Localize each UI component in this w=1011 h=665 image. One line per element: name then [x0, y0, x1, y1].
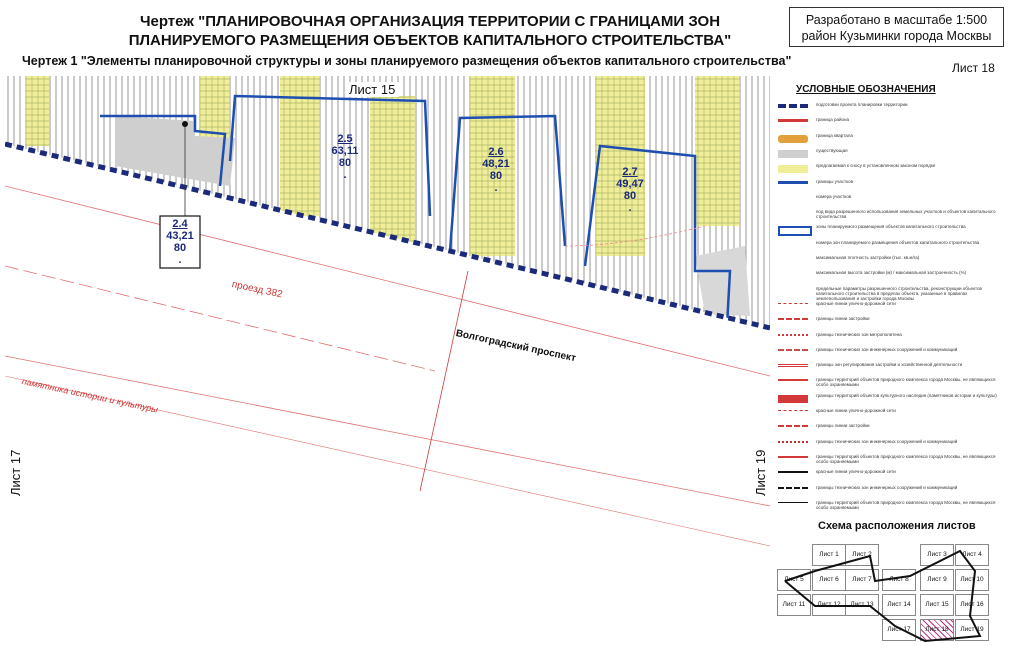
legend-symbol-icon — [778, 288, 808, 296]
title-line-1: Чертеж "ПЛАНИРОВОЧНАЯ ОРГАНИЗАЦИЯ ТЕРРИТОРИИ С ГРАНИЦАМИ ЗОН — [139, 13, 721, 30]
schema-sheet-cell[interactable]: Лист 3 — [920, 544, 954, 566]
schema-sheet-cell[interactable]: Лист 5 — [777, 569, 811, 591]
legend-symbol-icon — [778, 150, 808, 158]
legend-text: номера участков — [816, 193, 852, 199]
legend-symbol-icon — [778, 257, 808, 265]
legend-symbol-icon — [778, 441, 808, 451]
legend-text: красные линии улично-дорожной сети — [816, 408, 896, 413]
schema-sheet-cell[interactable]: Лист 8 — [882, 569, 916, 591]
legend-item — [772, 332, 1004, 346]
legend-item — [772, 500, 1004, 514]
district-text: район Кузьминки города Москвы — [801, 29, 992, 43]
legend-text: границы технических зон метрополитена — [816, 331, 902, 337]
legend-item — [772, 408, 1004, 422]
legend-text: границы технических зон инженерных сооружений и коммуникаций — [816, 438, 958, 444]
road-name: Волгоградский проспект — [454, 328, 577, 365]
legend-symbol-icon — [778, 104, 808, 116]
dimension-line — [420, 271, 468, 491]
legend-symbol-icon — [778, 135, 808, 143]
zone-id: 2.4 — [172, 218, 188, 230]
red-line-2 — [5, 266, 435, 371]
zone-dot: . — [343, 169, 347, 181]
zone-id: 2.6 — [488, 146, 504, 158]
legend-item — [772, 270, 1004, 284]
north-block — [5, 76, 770, 336]
zone-2-7-label[interactable] — [605, 166, 655, 214]
legend-text: границы территорий объектов природного комплекса города Москвы, не являющихся особо охраняемыми — [816, 377, 996, 388]
legend-text: красные линии улично-дорожной сети — [816, 300, 896, 306]
schema-sheet-cell[interactable]: Лист 16 — [955, 594, 989, 616]
legend-item — [772, 133, 1004, 147]
schema-sheet-cell[interactable]: Лист 2 — [845, 544, 879, 566]
scale-box — [789, 7, 1004, 47]
legend-symbol-icon — [778, 471, 808, 481]
schema-sheet-cell[interactable]: Лист 9 — [920, 569, 954, 591]
legend-item — [772, 209, 1004, 223]
schema-boundary — [785, 551, 980, 641]
legend-item — [772, 454, 1004, 468]
legend-text: номера зон планируемого размещения объектов капитального строительства — [816, 239, 980, 245]
sheet-schema — [775, 536, 1000, 662]
zone-id: 2.5 — [337, 133, 353, 145]
legend-text: предлагаемая к сносу в установленном законом порядке — [816, 163, 936, 169]
schema-sheet-cell[interactable]: Лист 4 — [955, 544, 989, 566]
legend-item — [772, 179, 1004, 193]
zone-area: 63,11 — [331, 145, 359, 157]
zone-area: 49,47 — [616, 178, 644, 190]
legend-symbol-icon — [778, 119, 808, 130]
legend-symbol-icon — [778, 303, 808, 312]
legend-symbol-icon — [778, 165, 808, 173]
schema-sheet-cell[interactable]: Лист 14 — [882, 594, 916, 616]
zone-2-4-point — [182, 121, 188, 127]
zone-2-4-label[interactable] — [155, 218, 205, 266]
legend-text: граница квартала — [816, 132, 853, 138]
legend-item — [772, 286, 1004, 300]
map-area[interactable] — [5, 76, 770, 662]
legend-symbol-icon — [778, 364, 808, 375]
legend-item — [772, 117, 1004, 131]
schema-sheet-cell[interactable]: Лист 6 — [812, 569, 846, 591]
legend-symbol-icon — [778, 487, 808, 497]
schema-sheet-cell[interactable]: Лист 15 — [920, 594, 954, 616]
schema-sheet-cell[interactable]: Лист 7 — [845, 569, 879, 591]
legend-text: границы технических зон инженерных сооружений и коммуникаций — [816, 346, 958, 352]
schema-sheet-cell[interactable]: Лист 18 — [920, 619, 954, 641]
zone-height: 80 — [623, 190, 637, 202]
legend-item — [772, 393, 1004, 407]
zone-dot: . — [178, 254, 182, 266]
zone-height: 80 — [489, 170, 503, 182]
legend-symbol-icon — [778, 502, 808, 511]
zone-id: 2.7 — [622, 166, 638, 178]
zone-dot: . — [628, 202, 632, 214]
schema-sheet-cell[interactable]: Лист 12 — [812, 594, 846, 616]
schema-sheet-cell[interactable]: Лист 13 — [845, 594, 879, 616]
legend-item — [772, 347, 1004, 361]
legend-symbol-icon — [778, 181, 808, 192]
legend-text: границы территорий объектов природного комплекса города Москвы, не являющихся особо охраняемыми — [816, 499, 996, 510]
legend-item — [772, 194, 1004, 208]
drawing-title — [80, 12, 780, 50]
schema-sheet-cell[interactable]: Лист 10 — [955, 569, 989, 591]
legend-text: существующая — [816, 147, 848, 153]
legend-symbol-icon — [778, 226, 812, 236]
zone-height: 80 — [338, 157, 352, 169]
schema-outline — [775, 536, 1000, 662]
zone-area: 48,21 — [482, 158, 510, 170]
legend-text: красные линии улично-дорожной сети — [816, 469, 896, 475]
legend-item — [772, 316, 1004, 330]
legend-symbol-icon — [778, 410, 808, 419]
legend-symbol-icon — [778, 456, 808, 466]
legend-item — [772, 102, 1004, 116]
legend-text: границы территорий объектов природного комплекса города Москвы, не являющихся особо охраняемыми — [816, 453, 996, 464]
zone-2-6-label[interactable] — [471, 146, 521, 194]
legend-item — [772, 439, 1004, 453]
schema-title: Схема расположения листов — [818, 520, 976, 532]
zone-dot: . — [494, 182, 498, 194]
legend-text: максимальная плотность застройки (тыс. кв.м/га) — [816, 255, 920, 260]
legend-symbol-icon — [778, 211, 808, 219]
sheet-19-label[interactable]: Лист 19 — [753, 449, 768, 496]
legend-item — [772, 224, 1004, 238]
legend-text: границы территорий объектов культурного наследия (памятников истории и культуры) — [816, 392, 997, 398]
legend-text: зоны планируемого размещения объектов капитального строительства — [816, 224, 966, 230]
legend-symbol-icon — [778, 395, 808, 403]
legend-item — [772, 255, 1004, 269]
legend-symbol-icon — [778, 379, 808, 389]
legend-item — [772, 163, 1004, 177]
legend-text: границы технических зон инженерных сооружений и коммуникаций — [816, 484, 958, 490]
legend-item — [772, 148, 1004, 162]
sheet-15-label[interactable]: Лист 15 — [345, 82, 399, 97]
legend-text: подготовки проекта планировки территории — [816, 102, 908, 107]
sheet-number: Лист 18 — [952, 61, 995, 75]
passage-name: проезд 382 — [230, 279, 284, 301]
legend-title: УСЛОВНЫЕ ОБОЗНАЧЕНИЯ — [796, 84, 936, 95]
legend-item — [772, 485, 1004, 499]
zone-2-5-label[interactable] — [320, 133, 370, 181]
legend-text: границы участков — [816, 178, 854, 184]
legend-text: границы линии застройки — [816, 423, 870, 429]
legend-symbol-icon — [778, 349, 808, 359]
scale-text: Разработано в масштабе 1:500 — [805, 13, 988, 27]
legend-text: границы зон регулирования застройки и хозяйственной деятельности — [816, 362, 963, 368]
title-line-2: ПЛАНИРУЕМОГО РАЗМЕЩЕНИЯ ОБЪЕКТОВ КАПИТАЛЬНОГО СТРОИТЕЛЬСТВА" — [128, 32, 732, 49]
zone-height: 80 — [173, 242, 187, 254]
legend-item — [772, 301, 1004, 315]
legend-symbol-icon — [778, 242, 808, 250]
legend-symbol-icon — [778, 318, 808, 328]
legend-item — [772, 362, 1004, 376]
legend-item — [772, 240, 1004, 254]
schema-sheet-cell[interactable]: Лист 17 — [882, 619, 916, 641]
legend-text: под вида разрешенного использования земельных участков и объектов капитального строительства — [816, 209, 996, 220]
legend-text: границы линии застройки — [816, 316, 870, 322]
legend-symbol-icon — [778, 272, 808, 280]
sheet-17-label[interactable]: Лист 17 — [8, 449, 23, 496]
legend-text: предельные параметры разрешенного строительства, реконструкции объектов капитального строительства в пределах объекта, указанные в правилах землепользования и застройки города Москвы — [816, 285, 982, 301]
legend-symbol-icon — [778, 196, 808, 204]
legend-symbol-icon — [778, 425, 808, 435]
map-canvas — [5, 76, 770, 662]
red-line-3 — [5, 356, 770, 506]
drawing-subtitle: Чертеж 1 "Элементы планировочной структуры и зоны планируемого размещения объектов капитального строительства" — [22, 54, 792, 68]
legend-item — [772, 469, 1004, 483]
schema-sheet-cell[interactable]: Лист 11 — [777, 594, 811, 616]
schema-sheet-cell[interactable]: Лист 19 — [955, 619, 989, 641]
legend-item — [772, 377, 1004, 391]
legend-text: граница района — [816, 117, 849, 123]
legend-text: максимальная высота застройки (м) / максимальная застроенность (%) — [816, 270, 967, 276]
culture-text: памятника истории и культуры — [20, 376, 159, 415]
schema-sheet-cell[interactable]: Лист 1 — [812, 544, 846, 566]
legend-symbol-icon — [778, 334, 808, 344]
legend-item — [772, 423, 1004, 437]
zone-area: 43,21 — [166, 230, 194, 242]
